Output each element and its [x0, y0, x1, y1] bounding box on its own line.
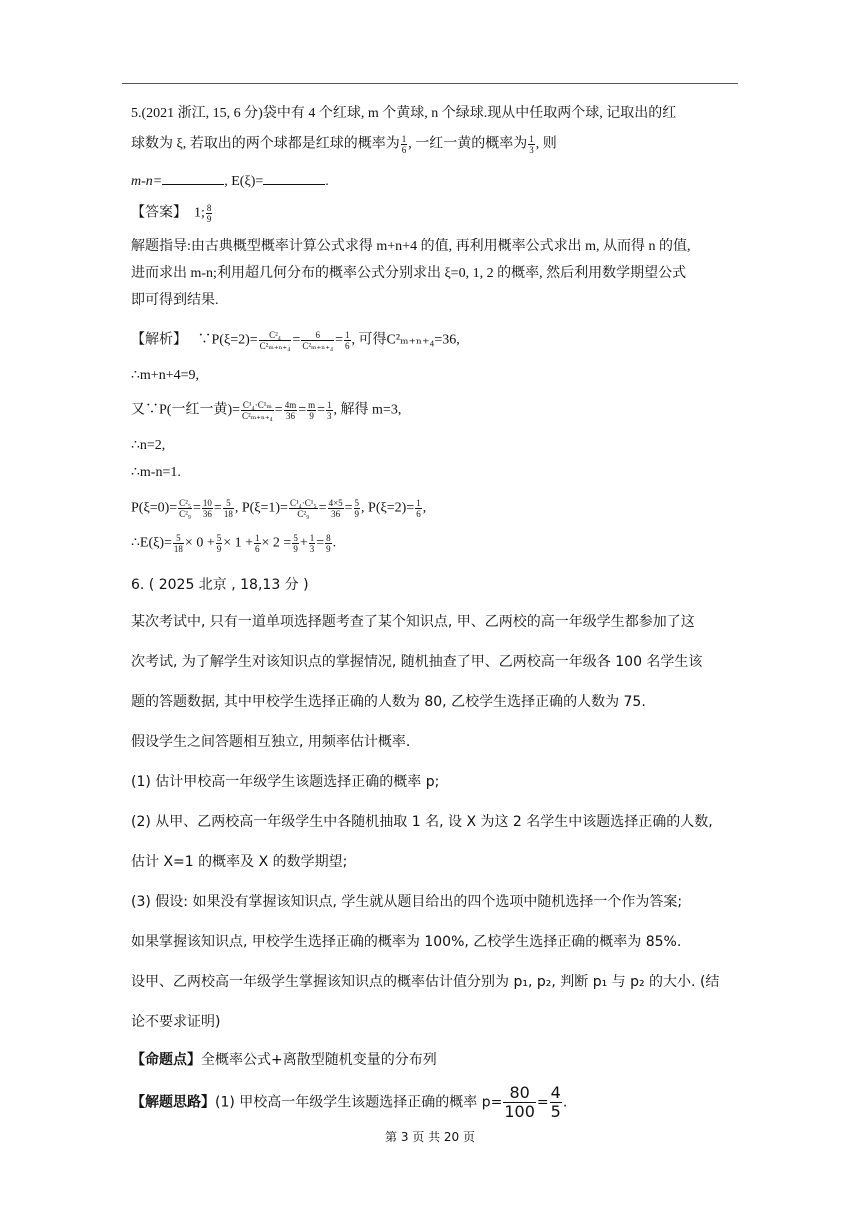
q6-part3-line3: 设甲、乙两校高一年级学生掌握该知识点的概率估计值分别为 p₁, p₂, 判断 p₁ 与 p₂ 的大小. (结: [131, 974, 720, 990]
q5-analysis-line4: ∴n=2,: [131, 438, 166, 453]
answer-label: 【答案】: [131, 205, 187, 221]
q5-analysis-line2: ∴m+n+4=9,: [131, 368, 199, 383]
q6-part3-line1: (3) 假设: 如果没有掌握该知识点, 学生就从题目给出的四个选项中随机选择一个作为答案;: [131, 894, 683, 910]
header-rule: [122, 83, 738, 84]
analysis-label: 【解析】: [131, 332, 187, 348]
q5-guide-line3: 即可得到结果.: [131, 293, 219, 308]
q5-stem-line1: 5.(2021 浙江, 15, 6 分)袋中有 4 个红球, m 个黄球, n 个绿球.现从中任取两个球, 记取出的红: [131, 106, 677, 121]
fraction-4-5: $\frac{4}{5}$: [550, 1083, 561, 1121]
q6-part2-line1: (2) 从甲、乙两校高一年级学生中各随机抽取 1 名, 设 X 为这 2 名学生中该题选择正确的人数,: [131, 814, 713, 830]
q6-part3-line2: 如果掌握该知识点, 甲校学生选择正确的概率为 100%, 乙校学生选择正确的概率为 85%.: [131, 934, 682, 950]
answer-blank-1: [162, 170, 224, 185]
q6-para-line4: 假设学生之间答题相互独立, 用频率估计概率.: [131, 734, 411, 750]
q6-part1: (1) 估计甲校高一年级学生该题选择正确的概率 p;: [131, 774, 440, 790]
q5-stem-line3: m-n= , E(ξ)= .: [131, 170, 329, 192]
q6-para-line3: 题的答题数据, 其中甲校学生选择正确的人数为 80, 乙校学生选择正确的人数为 75.: [131, 694, 646, 710]
fraction-80-100: $\frac{80}{100}$: [504, 1083, 535, 1121]
q6-para-line1: 某次考试中, 只有一道单项选择题考查了某个知识点, 甲、乙两校的高一年级学生都参加了这: [131, 614, 695, 630]
q5-stem-line2: 球数为 ξ, 若取出的两个球都是红球的概率为 $\frac{1}{6}$ , 一红一黄的概率为 $\frac{1}{3}$ , 则: [131, 134, 557, 155]
idea-label: 【解题思路】: [131, 1094, 215, 1111]
q5-guide-line1: 解题指导:由古典概型概率计算公式求得 m+n+4 的值, 再利用概率公式求出 m, 从而得 n 的值,: [131, 239, 691, 254]
answer-blank-2: [263, 170, 325, 185]
q6-para-line2: 次考试, 为了解学生对该知识点的掌握情况, 随机抽查了甲、乙两校高一年级各 100 名学生该: [131, 654, 703, 670]
fraction-eight-ninths: $\frac{8}{9}$: [206, 203, 212, 224]
q5-analysis-line1: 【解析】 ∵P(ξ=2)= $\frac{\text{C²₄}}{\text{C²ₘ₊ₙ₊₄}}$ = $\frac{6}{\text{C²ₘ₊ₙ₊₄}}$ = $\frac{1}{6}$ , 可得C²ₘ₊ₙ₊₄=36,: [131, 330, 460, 351]
point-label: 【命题点】: [131, 1052, 201, 1068]
q6-header: 6. ( 2025 北京 , 18,13 分 ): [131, 577, 309, 593]
q6-idea: 【解题思路】(1) 甲校高一年级学生该题选择正确的概率 p= $\frac{80}{100}$ = $\frac{4}{5}$ .: [131, 1083, 568, 1121]
fraction-one-third: $\frac{1}{3}$: [529, 134, 534, 155]
q5-answer: 【答案】 1; $\frac{8}{9}$: [131, 203, 212, 224]
q5-analysis-line7: ∴E(ξ)= $\frac{5}{18}$ × 0 + $\frac{5}{9}$ × 1 + $\frac{1}{6}$ × 2 = $\frac{5}{9}$ + $\frac{1}{3}$ = $\frac{8}{9}$ .: [131, 533, 337, 554]
q6-point: 【命题点】全概率公式+离散型随机变量的分布列: [131, 1052, 437, 1068]
q6-part3-line4: 论不要求证明): [131, 1014, 221, 1030]
fraction-one-sixth: $\frac{1}{6}$: [401, 134, 407, 155]
q6-part2-line2: 估计 X=1 的概率及 X 的数学期望;: [131, 854, 348, 870]
q5-guide-line2: 进而求出 m-n;利用超几何分布的概率公式分别求出 ξ=0, 1, 2 的概率, 然后利用数学期望公式: [131, 266, 687, 281]
q5-analysis-line3: 又∵P(一红一黄)= $\frac{\text{C¹₄·C¹ₘ}}{\text{C²ₘ₊ₙ₊₄}}$ = $\frac{4m}{36}$ = $\frac{m}{9}$ = $\frac{1}{3}$ , 解得 m=3,: [131, 400, 402, 421]
q5-analysis-line5: ∴m-n=1.: [131, 465, 181, 480]
q5-analysis-line6: P(ξ=0)= $\frac{\text{C²₅}}{\text{C²₉}}$ = $\frac{10}{36}$ = $\frac{5}{18}$ , P(ξ=1)= $\frac{\text{C¹₄·C¹₅}}{\text{C²₉}}$ = $\frac{4\times 5}{36}$ = $\frac{5}{9}$ , P(ξ=2)= $\frac{1}{6}$ ,: [131, 498, 427, 519]
page-footer: 第 3 页 共 20 页: [385, 1130, 475, 1144]
